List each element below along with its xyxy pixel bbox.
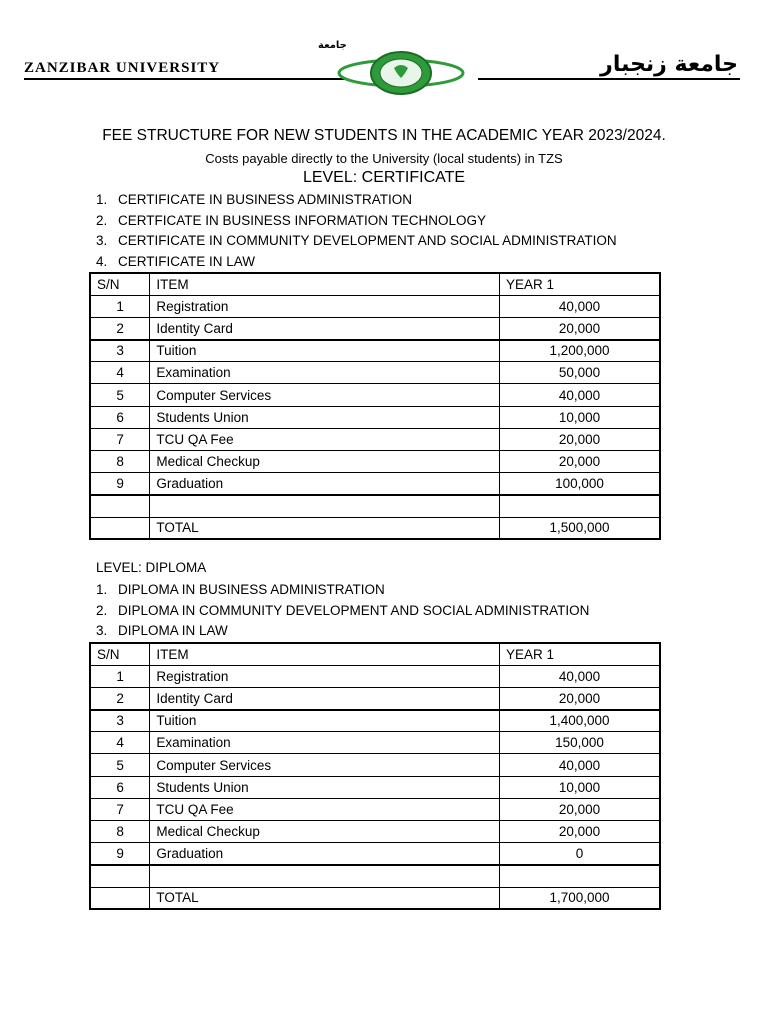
table-cell: Examination bbox=[150, 732, 500, 754]
table-cell: 40,000 bbox=[499, 665, 660, 687]
diploma-fee-table bbox=[89, 642, 661, 910]
letterhead-rule-right bbox=[478, 78, 740, 80]
table-row bbox=[90, 473, 660, 495]
table-cell: Tuition bbox=[150, 340, 500, 362]
page-title: FEE STRUCTURE FOR NEW STUDENTS IN THE ACADEMIC YEAR 2023/2024. bbox=[102, 127, 666, 144]
column-header-item: ITEM bbox=[150, 273, 500, 295]
table-cell: Computer Services bbox=[150, 754, 500, 776]
table-total-row bbox=[90, 887, 660, 909]
table-cell bbox=[150, 495, 500, 517]
table-cell: 5 bbox=[90, 754, 150, 776]
table-cell: 2 bbox=[90, 317, 150, 339]
table-header-row bbox=[90, 273, 660, 295]
letterhead bbox=[0, 40, 768, 110]
table-cell bbox=[90, 865, 150, 887]
table-cell: 0 bbox=[499, 843, 660, 865]
table-row bbox=[90, 754, 660, 776]
program-name: CERTIFICATE IN LAW bbox=[118, 253, 256, 269]
table-row bbox=[90, 317, 660, 339]
certificate-fee-table bbox=[89, 272, 661, 540]
program-name: DIPLOMA IN COMMUNITY DEVELOPMENT AND SOCIAL ADMINISTRATION bbox=[118, 602, 590, 618]
table-cell: 100,000 bbox=[499, 473, 660, 495]
table-cell: 10,000 bbox=[499, 406, 660, 428]
table-cell bbox=[90, 517, 150, 539]
table-cell: 9 bbox=[90, 473, 150, 495]
table-cell: Examination bbox=[150, 362, 500, 384]
table-cell: 7 bbox=[90, 798, 150, 820]
table-cell: Identity Card bbox=[150, 687, 500, 709]
table-cell bbox=[499, 495, 660, 517]
program-name: CERTIFICATE IN COMMUNITY DEVELOPMENT AND SOCIAL ADMINISTRATION bbox=[118, 233, 617, 248]
table-cell: Tuition bbox=[150, 710, 500, 732]
table-row bbox=[90, 665, 660, 687]
table-cell: 6 bbox=[90, 776, 150, 798]
total-value: 1,500,000 bbox=[499, 517, 660, 539]
table-row-empty bbox=[90, 495, 660, 517]
table-row bbox=[90, 384, 660, 406]
table-row bbox=[90, 362, 660, 384]
table-row bbox=[90, 340, 660, 362]
table-row bbox=[90, 843, 660, 865]
table-row bbox=[90, 821, 660, 843]
list-number: 4. bbox=[96, 253, 108, 269]
table-cell: 20,000 bbox=[499, 428, 660, 450]
column-header-item: ITEM bbox=[150, 643, 500, 665]
table-cell: 150,000 bbox=[499, 732, 660, 754]
program-name: DIPLOMA IN LAW bbox=[118, 623, 228, 638]
table-cell: 50,000 bbox=[499, 362, 660, 384]
table-cell: Graduation bbox=[150, 473, 500, 495]
table-cell bbox=[90, 495, 150, 517]
column-header-sn: S/N bbox=[90, 643, 150, 665]
list-item bbox=[96, 231, 617, 252]
page-subtitle: Costs payable directly to the University (local students) in TZS bbox=[205, 151, 563, 166]
program-name: CERTIFICATE IN BUSINESS ADMINISTRATION bbox=[118, 192, 413, 207]
table-cell bbox=[150, 865, 500, 887]
table-cell: 1 bbox=[90, 295, 150, 317]
table-cell: Medical Checkup bbox=[150, 451, 500, 473]
table-cell: 1 bbox=[90, 665, 150, 687]
letterhead-rule-left bbox=[24, 78, 346, 80]
table-cell: 40,000 bbox=[499, 754, 660, 776]
table-row bbox=[90, 710, 660, 732]
list-number: 1. bbox=[96, 582, 108, 597]
table-cell: 4 bbox=[90, 362, 150, 384]
list-number: 3. bbox=[96, 623, 108, 638]
table-cell: 7 bbox=[90, 428, 150, 450]
table-cell: Computer Services bbox=[150, 384, 500, 406]
table-cell: 40,000 bbox=[499, 295, 660, 317]
table-cell: Graduation bbox=[150, 843, 500, 865]
diploma-level-heading: LEVEL: DIPLOMA bbox=[96, 560, 207, 575]
diploma-program-list bbox=[96, 580, 589, 642]
table-cell: 1,400,000 bbox=[499, 710, 660, 732]
table-row bbox=[90, 406, 660, 428]
table-cell: Identity Card bbox=[150, 317, 500, 339]
table-cell: 3 bbox=[90, 710, 150, 732]
table-header-row bbox=[90, 643, 660, 665]
table-cell: 5 bbox=[90, 384, 150, 406]
table-row bbox=[90, 776, 660, 798]
table-cell bbox=[499, 865, 660, 887]
certificate-level-heading: LEVEL: CERTIFICATE bbox=[302, 169, 466, 186]
table-cell: 20,000 bbox=[499, 687, 660, 709]
list-item bbox=[96, 621, 589, 642]
table-cell: Registration bbox=[150, 665, 500, 687]
total-value: 1,700,000 bbox=[499, 887, 660, 909]
table-cell: 20,000 bbox=[499, 451, 660, 473]
list-item bbox=[96, 601, 589, 622]
table-row bbox=[90, 295, 660, 317]
table-cell: Students Union bbox=[150, 406, 500, 428]
total-label: TOTAL bbox=[150, 517, 500, 539]
table-cell: 40,000 bbox=[499, 384, 660, 406]
table-cell: 20,000 bbox=[499, 821, 660, 843]
list-item bbox=[96, 190, 617, 211]
table-row bbox=[90, 428, 660, 450]
table-cell: Students Union bbox=[150, 776, 500, 798]
list-item bbox=[96, 211, 617, 232]
table-total-row bbox=[90, 517, 660, 539]
table-cell: 8 bbox=[90, 821, 150, 843]
table-cell: 8 bbox=[90, 451, 150, 473]
column-header-year: YEAR 1 bbox=[499, 273, 660, 295]
table-row bbox=[90, 732, 660, 754]
table-cell: 6 bbox=[90, 406, 150, 428]
university-name-arabic: جامعة زنجبار bbox=[600, 52, 738, 77]
table-cell: Medical Checkup bbox=[150, 821, 500, 843]
table-cell bbox=[90, 887, 150, 909]
table-cell: 20,000 bbox=[499, 798, 660, 820]
table-cell: 3 bbox=[90, 340, 150, 362]
table-cell: 4 bbox=[90, 732, 150, 754]
table-cell: TCU QA Fee bbox=[150, 798, 500, 820]
table-cell: 10,000 bbox=[499, 776, 660, 798]
table-cell: 20,000 bbox=[499, 317, 660, 339]
program-name: CERTFICATE IN BUSINESS INFORMATION TECHNOLOGY bbox=[118, 212, 487, 228]
table-cell: 1,200,000 bbox=[499, 340, 660, 362]
list-number: 2. bbox=[96, 212, 108, 228]
total-label: TOTAL bbox=[150, 887, 500, 909]
list-item bbox=[96, 580, 589, 601]
university-name-english: ZANZIBAR UNIVERSITY bbox=[24, 60, 221, 76]
table-row bbox=[90, 451, 660, 473]
table-row-empty bbox=[90, 865, 660, 887]
list-item bbox=[96, 252, 617, 273]
list-number: 2. bbox=[96, 602, 108, 618]
table-cell: 9 bbox=[90, 843, 150, 865]
table-cell: TCU QA Fee bbox=[150, 428, 500, 450]
certificate-program-list bbox=[96, 190, 617, 272]
table-row bbox=[90, 687, 660, 709]
list-number: 3. bbox=[96, 233, 108, 248]
university-logo bbox=[336, 50, 466, 96]
program-name: DIPLOMA IN BUSINESS ADMINISTRATION bbox=[118, 582, 385, 597]
table-cell: Registration bbox=[150, 295, 500, 317]
table-cell: 2 bbox=[90, 687, 150, 709]
table-row bbox=[90, 798, 660, 820]
column-header-year: YEAR 1 bbox=[499, 643, 660, 665]
column-header-sn: S/N bbox=[90, 273, 150, 295]
list-number: 1. bbox=[96, 192, 108, 207]
letterhead-arabic-top: جامعة bbox=[318, 40, 347, 51]
